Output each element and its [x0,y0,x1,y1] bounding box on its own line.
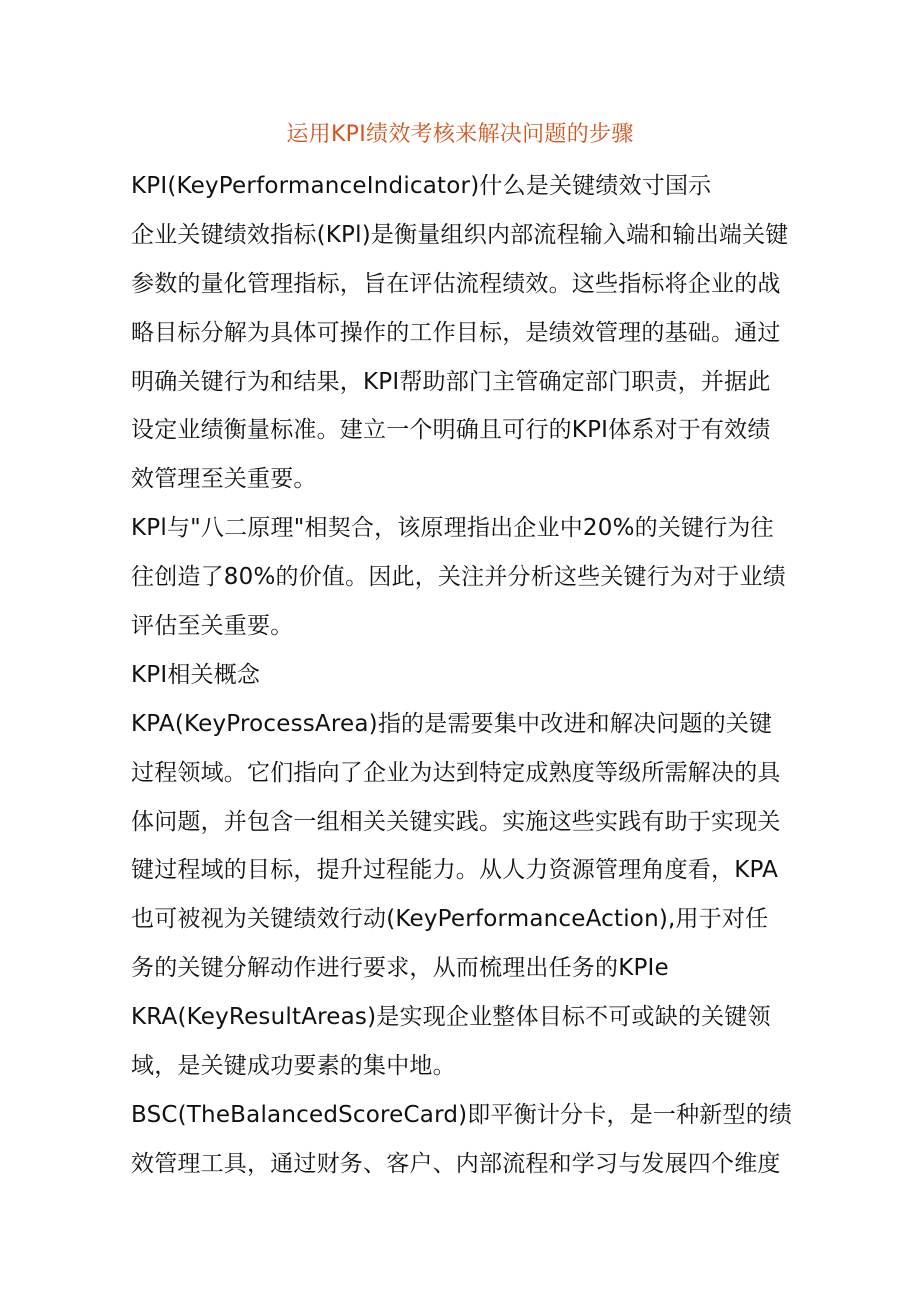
text-line: 参数的量化管理指标，旨在评估流程绩效。这些指标将企业的战 [131,270,781,297]
text-line: 企业关键绩效指标(KPl)是衡量组织内部流程输入端和输出端关键 [131,221,789,248]
text-line: 效管理工具，通过财务、客户、内部流程和学习与发展四个维度 [131,1150,781,1177]
text-line: 略目标分解为具体可操作的工作目标，是绩效管理的基础。通过 [131,319,781,346]
text-line: 设定业绩衡量标准。建立一个明确且可行的KPI体系对于有效绩 [131,417,771,444]
text-line: 域，是关键成功要素的集中地。 [131,1053,456,1080]
text-line: KPI(KeyPerformanceIndicator)什么是关键绩效寸国示 [131,173,712,199]
section-heading: KPI相关概念 [131,661,261,688]
document-title: 运用KPI绩效考核来解决问题的步骤 [286,122,634,147]
text-line: 过程领域。它们指向了企业为达到特定成熟度等级所需解决的具 [131,759,781,786]
document-body [131,162,793,1189]
text-line: 也可被视为关键绩效行动(KeyPerformanceAction),用于对任 [131,906,769,933]
text-line: 评估至关重要。 [131,613,294,640]
text-line: 务的关键分解动作进行要求，从而梳理出任务的KPIe [131,955,669,982]
text-line: 效管理至关重要。 [131,466,317,493]
text-line: 往创造了80%的价值。因此，关注并分析这些关键行为对于业绩 [131,564,786,591]
text-line: KPl与"八二原理"相契合，该原理指出企业中20%的关键行为往 [131,515,774,542]
text-line: KRA(KeyResultAreas)是实现企业整体目标不可或缺的关键领 [131,1004,771,1031]
text-line: 明确关键行为和结果，KPI帮助部门主管确定部门职责，并据此 [131,368,771,395]
text-line: 体问题，并包含一组相关关键实践。实施这些实践有助于实现关 [131,808,781,835]
text-line: 键过程域的目标，提升过程能力。从人力资源管理角度看，KPA [131,857,779,884]
text-line: BSC(TheBalancedScoreCard)即平衡计分卡，是一种新型的绩 [131,1101,793,1128]
text-line: KPA(KeyProcessArea)指的是需要集中改进和解决问题的关键 [131,710,773,737]
